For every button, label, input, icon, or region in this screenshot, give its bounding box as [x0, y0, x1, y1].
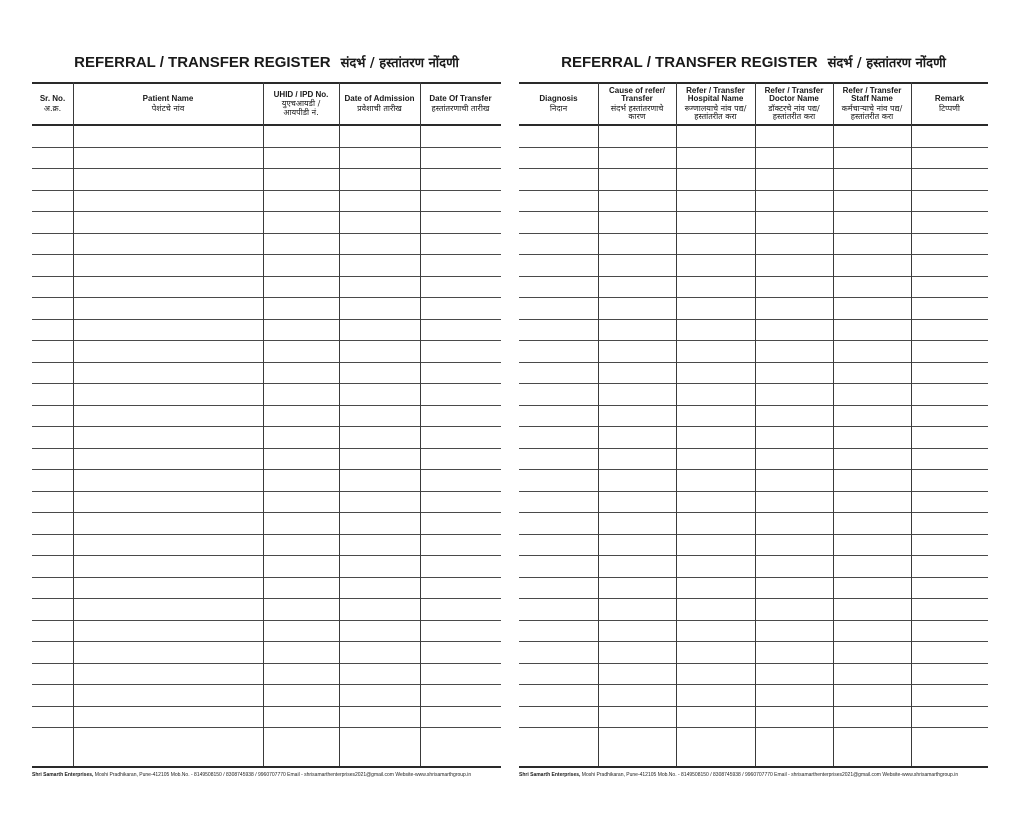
register-row — [519, 535, 988, 557]
register-row — [32, 685, 501, 707]
header-label-en: Remark — [934, 94, 965, 104]
left-header-row — [32, 84, 501, 124]
header-label-mr: टिप्पणी — [939, 103, 960, 113]
register-row — [519, 212, 988, 234]
register-row — [519, 621, 988, 643]
register-row — [519, 126, 988, 148]
register-row — [519, 169, 988, 191]
register-row — [32, 148, 501, 170]
register-row — [519, 277, 988, 299]
header-label-en: Date of Admission — [344, 94, 415, 104]
register-row — [32, 599, 501, 621]
right-title-marathi: संदर्भ / हस्तांतरण नोंदणी — [827, 56, 946, 71]
register-row — [32, 234, 501, 256]
register-row — [519, 492, 988, 514]
register-row — [32, 427, 501, 449]
column-divider — [755, 82, 756, 768]
register-row — [32, 470, 501, 492]
header-label-mr: युएचआयडी / आयपीडी नं. — [281, 99, 321, 117]
register-row — [32, 191, 501, 213]
right-footer — [519, 772, 988, 778]
header-label-en: Refer / Transfer Doctor Name — [764, 85, 824, 104]
register-row — [32, 277, 501, 299]
header-label-en: Date Of Transfer — [429, 94, 492, 104]
footer-company-name: Shri Samarth Enterprises, — [519, 772, 581, 778]
register-row — [519, 470, 988, 492]
left-register-table — [32, 82, 501, 768]
header-label-mr: पेशंटचे नांव — [151, 103, 185, 113]
header-hospital-name — [676, 84, 755, 124]
register-row — [519, 707, 988, 729]
register-row — [32, 728, 501, 750]
header-label-mr: निदान — [549, 103, 568, 113]
register-row — [519, 664, 988, 686]
register-row — [519, 513, 988, 535]
column-divider — [420, 82, 421, 768]
register-row — [519, 685, 988, 707]
table-bottom-rule — [32, 766, 501, 768]
column-divider — [598, 82, 599, 768]
header-sr-no — [32, 84, 73, 124]
register-row — [32, 126, 501, 148]
left-footer — [32, 772, 501, 778]
register-row — [519, 642, 988, 664]
register-row — [519, 191, 988, 213]
register-row — [519, 427, 988, 449]
header-cause-of-transfer — [598, 84, 676, 124]
header-label-mr: रूग्णालयाचे नांव पद्य/हस्तांतरीत करा — [684, 103, 747, 121]
register-row — [32, 535, 501, 557]
header-label-mr: डॉक्टरचे नांव पद्य/हस्तांतरीत करा — [768, 103, 820, 121]
right-page-title — [519, 53, 988, 71]
register-row — [32, 341, 501, 363]
register-row — [32, 707, 501, 729]
register-row — [519, 556, 988, 578]
right-entry-rows — [519, 126, 988, 766]
left-title-english: REFERRAL / TRANSFER REGISTER — [74, 54, 331, 71]
register-row — [32, 406, 501, 428]
header-remark — [911, 84, 988, 124]
header-label-mr: संदर्भ हस्तांतरणाचे कारण — [610, 103, 664, 121]
register-row — [32, 384, 501, 406]
register-row — [519, 578, 988, 600]
register-row — [519, 599, 988, 621]
left-entry-rows — [32, 126, 501, 766]
header-label-mr: हस्तांतरणाची तारीख — [431, 103, 490, 113]
register-row — [32, 169, 501, 191]
right-header-row — [519, 84, 988, 124]
footer-contact-details: Moshi Pradhikaran, Pune-412105 Mob.No. - 8149508150 / 8308745938 / 9960707770 Email - shrisamarthenterprises2021@gmail.com Website-www.shrisamarthgroup.in — [93, 772, 472, 778]
header-uhid-ipd — [263, 84, 339, 124]
column-divider — [833, 82, 834, 768]
header-label-en: UHID / IPD No. — [273, 89, 329, 99]
header-label-en: Sr. No. — [39, 94, 66, 104]
register-row — [519, 234, 988, 256]
register-row — [519, 298, 988, 320]
header-diagnosis — [519, 84, 598, 124]
header-staff-name — [833, 84, 911, 124]
header-patient-name — [73, 84, 263, 124]
register-row — [32, 255, 501, 277]
column-divider — [911, 82, 912, 768]
register-row — [519, 449, 988, 471]
register-row — [32, 363, 501, 385]
register-row — [519, 341, 988, 363]
header-label-mr: प्रवेशाची तारीख — [357, 103, 402, 113]
header-date-of-admission — [339, 84, 420, 124]
register-row — [519, 728, 988, 750]
header-label-mr: अ.क्र. — [43, 103, 62, 113]
register-row — [519, 384, 988, 406]
header-doctor-name — [755, 84, 833, 124]
right-title-english: REFERRAL / TRANSFER REGISTER — [561, 54, 818, 71]
register-row — [32, 449, 501, 471]
register-row — [519, 320, 988, 342]
header-label-en: Cause of refer/ Transfer — [608, 85, 666, 104]
header-label-en: Diagnosis — [539, 94, 578, 104]
register-row — [519, 363, 988, 385]
header-label-en: Refer / Transfer Staff Name — [842, 85, 902, 104]
table-bottom-rule — [519, 766, 988, 768]
column-divider — [73, 82, 74, 768]
footer-contact-details: Moshi Pradhikaran, Pune-412105 Mob.No. - 8149508150 / 8308745938 / 9960707770 Email - shrisamarthenterprises2021@gmail.com Website-www.shrisamarthgroup.in — [580, 772, 959, 778]
column-divider — [263, 82, 264, 768]
register-row — [32, 320, 501, 342]
right-register-table — [519, 82, 988, 768]
register-row — [32, 642, 501, 664]
column-divider — [676, 82, 677, 768]
register-row — [32, 513, 501, 535]
register-row — [32, 556, 501, 578]
footer-company-name: Shri Samarth Enterprises, — [32, 772, 94, 778]
register-row — [32, 578, 501, 600]
register-row — [519, 148, 988, 170]
register-row — [519, 255, 988, 277]
column-divider — [339, 82, 340, 768]
register-row — [32, 298, 501, 320]
left-title-marathi: संदर्भ / हस्तांतरण नोंदणी — [340, 56, 459, 71]
register-row — [519, 406, 988, 428]
register-row — [32, 212, 501, 234]
left-page-title — [32, 53, 501, 71]
header-date-of-transfer — [420, 84, 501, 124]
register-row — [32, 492, 501, 514]
header-label-mr: कर्मचाऱ्याचे नांव पद्य/हस्तांतरीत करा — [841, 103, 903, 121]
header-label-en: Refer / Transfer Hospital Name — [686, 85, 745, 104]
register-row — [32, 664, 501, 686]
header-label-en: Patient Name — [142, 94, 194, 104]
register-row — [32, 621, 501, 643]
